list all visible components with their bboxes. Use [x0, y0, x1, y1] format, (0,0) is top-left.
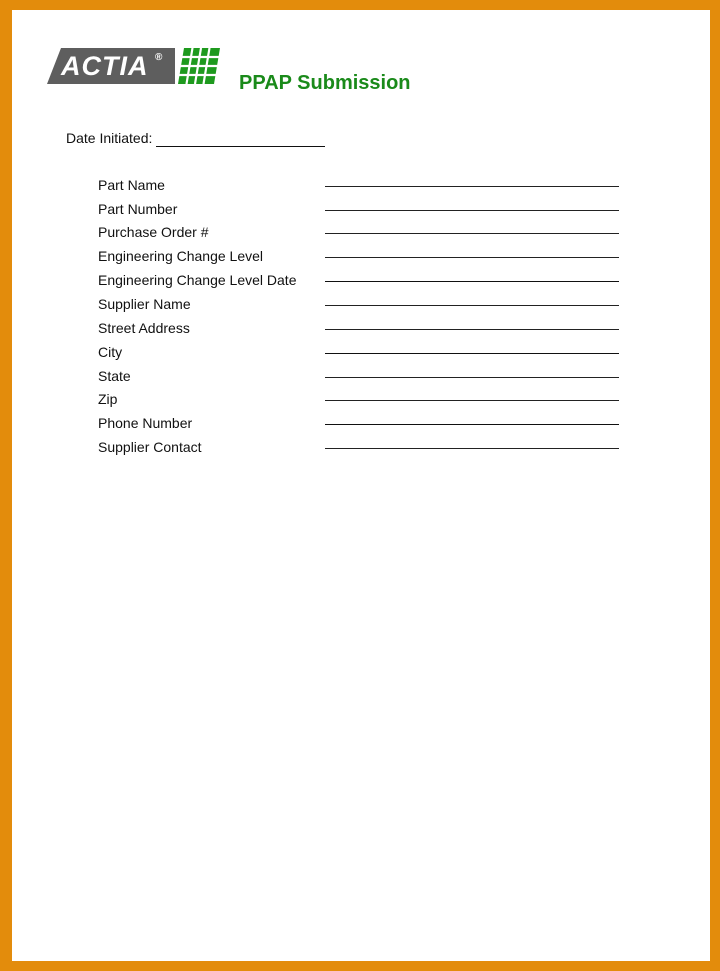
field-label: Supplier Name	[98, 296, 191, 312]
field-line[interactable]	[325, 305, 619, 306]
field-line[interactable]	[325, 353, 619, 354]
field-label: Purchase Order #	[98, 224, 209, 240]
field-line[interactable]	[325, 186, 619, 187]
field-line[interactable]	[325, 448, 619, 449]
field-label: City	[98, 344, 123, 360]
field-row-part-number	[98, 200, 634, 222]
field-line[interactable]	[325, 281, 619, 282]
field-row-part-name	[98, 176, 634, 198]
field-line[interactable]	[325, 400, 619, 401]
field-line[interactable]	[325, 257, 619, 258]
field-row-street-address	[98, 319, 634, 341]
field-label: Zip	[98, 391, 118, 407]
field-line[interactable]	[325, 210, 619, 211]
date-initiated-label: Date Initiated:	[66, 130, 153, 146]
field-label: Part Name	[98, 177, 165, 193]
actia-logo	[47, 48, 219, 88]
field-line[interactable]	[325, 329, 619, 330]
field-row-purchase-order	[98, 223, 634, 245]
logo-text: ACTIA	[61, 51, 149, 81]
field-label: Phone Number	[98, 415, 193, 431]
field-label: Part Number	[98, 201, 178, 217]
field-row-supplier-name	[98, 295, 634, 317]
logo-registered-mark: ®	[155, 52, 163, 63]
field-row-engineering-change-level-date	[98, 271, 634, 293]
field-line[interactable]	[325, 377, 619, 378]
field-label: State	[98, 368, 131, 384]
document-page	[12, 10, 710, 961]
document-title: PPAP Submission	[239, 72, 411, 94]
field-label: Engineering Change Level	[98, 248, 264, 264]
field-line[interactable]	[325, 233, 619, 234]
field-label: Street Address	[98, 320, 190, 336]
field-row-zip	[98, 390, 634, 412]
field-row-supplier-contact	[98, 438, 634, 460]
field-label: Engineering Change Level Date	[98, 272, 297, 288]
field-label: Supplier Contact	[98, 439, 202, 455]
field-row-phone-number	[98, 414, 634, 436]
logo-grid-icon	[178, 48, 220, 84]
field-row-engineering-change-level	[98, 247, 634, 269]
field-line[interactable]	[325, 424, 619, 425]
field-row-city	[98, 343, 634, 365]
date-initiated-line[interactable]	[156, 146, 325, 147]
field-row-state	[98, 367, 634, 389]
